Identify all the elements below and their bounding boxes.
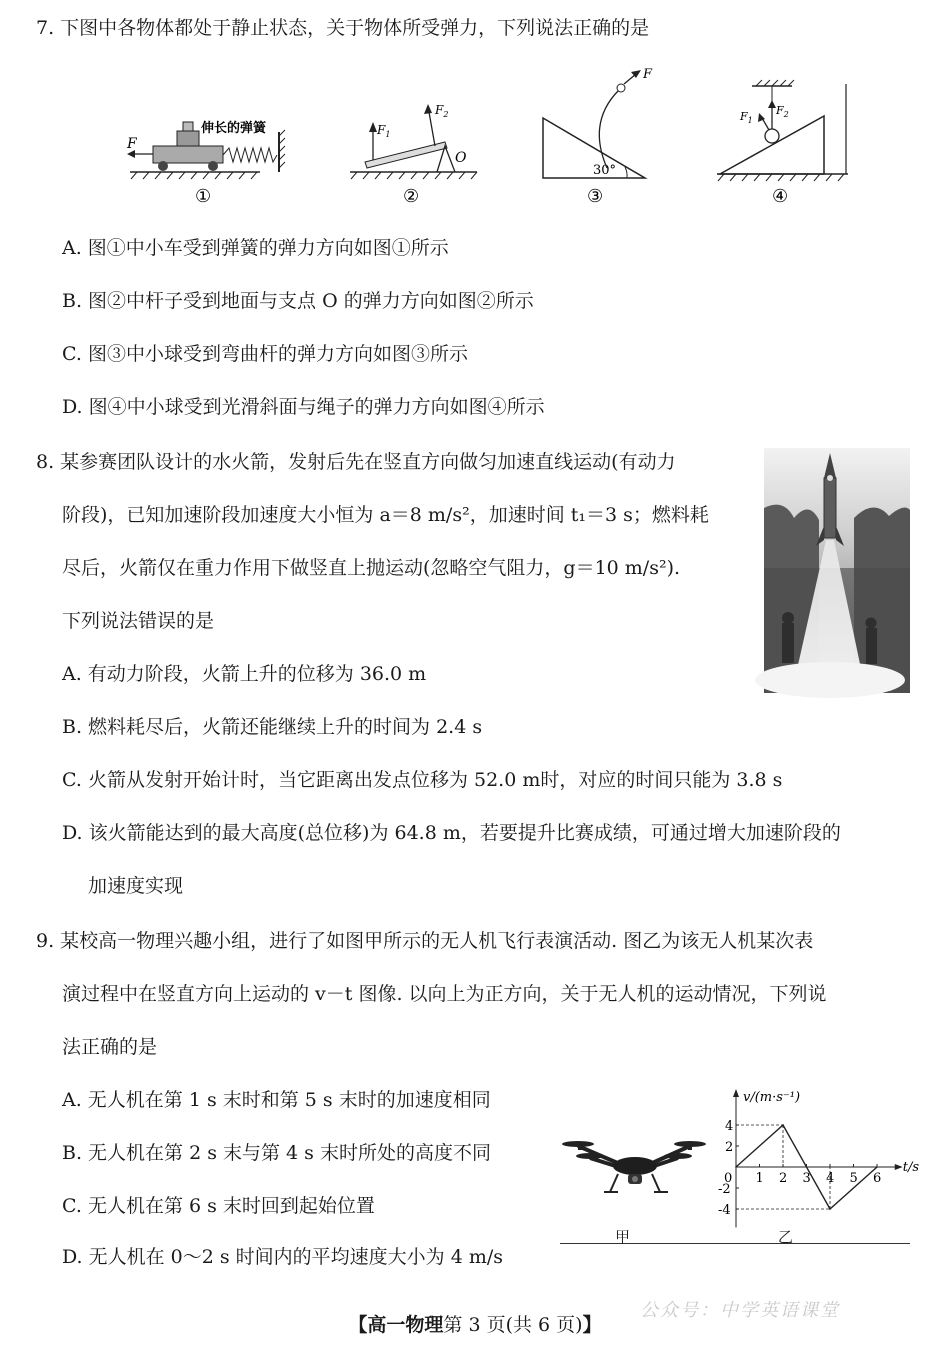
force-F-label-3: F (643, 67, 653, 82)
q7-stem: 7. 下图中各物体都处于静止状态，关于物体所受弹力，下列说法正确的是 (36, 17, 650, 39)
label-yi: 乙 (778, 1228, 794, 1246)
x-axis-arrow (895, 1164, 903, 1170)
x-axis-label: t/s (902, 1160, 920, 1175)
x-tick-label-3: 3 (802, 1171, 811, 1186)
q9-option-c[interactable]: C. 无人机在第 6 s 末时回到起始位置 (62, 1195, 375, 1217)
q7-option-a[interactable]: A. 图①中小车受到弹簧的弹力方向如图①所示 (62, 237, 449, 259)
q7-option-b[interactable]: B. 图②中杆子受到地面与支点 O 的弹力方向如图②所示 (62, 290, 534, 312)
x-tick-label-6: 6 (873, 1171, 882, 1186)
q7-option-c[interactable]: C. 图③中小球受到弯曲杆的弹力方向如图③所示 (62, 343, 468, 365)
force-F1-label: $F_1$ (377, 123, 391, 139)
footer-bracket-left: 【 (348, 1314, 368, 1336)
fig-label-3: ③ (587, 186, 604, 207)
y-tick-label-3: -4 (718, 1203, 731, 1218)
q8-stem-line-1: 8. 某参赛团队设计的水火箭，发射后先在竖直方向做匀加速直线运动(有动力 (36, 451, 676, 473)
q9-option-b[interactable]: B. 无人机在第 2 s 末与第 4 s 末时所处的高度不同 (62, 1142, 491, 1164)
q8-option-b[interactable]: B. 燃料耗尽后，火箭还能继续上升的时间为 2.4 s (62, 716, 483, 738)
q7-figure-3 (535, 62, 665, 212)
label-jia: 甲 (615, 1228, 631, 1246)
y-axis-arrow (733, 1089, 739, 1097)
q9-stem-line-2: 演过程中在竖直方向上运动的 v－t 图像. 以向上为正方向，关于无人机的运动情况，下列说 (62, 983, 827, 1005)
y-tick-label-1: 2 (725, 1140, 734, 1155)
q7-figure-4 (712, 78, 852, 212)
q9-stem-line-1: 9. 某校高一物理兴趣小组，进行了如图甲所示的无人机飞行表演活动. 图乙为该无人机某次表 (36, 930, 814, 952)
x-tick-label-1: 1 (755, 1171, 764, 1186)
q8-stem-line-3: 尽后，火箭仅在重力作用下做竖直上抛运动(忽略空气阻力，g＝10 m/s²). (62, 557, 681, 579)
vt-ticks (718, 1119, 881, 1218)
watermark: 公众号：中学英语课堂 (640, 1300, 840, 1321)
vt-chart (718, 1085, 920, 1233)
angle-30: 30° (593, 163, 617, 178)
q8-option-d[interactable]: D. 该火箭能达到的最大高度(总位移)为 64.8 m，若要提升比赛成绩，可通过增大加速阶段的 (62, 822, 841, 844)
q9-option-d[interactable]: D. 无人机在 0～2 s 时间内的平均速度大小为 4 m/s (62, 1246, 504, 1268)
footer-page: 第 3 页(共 6 页) (443, 1314, 583, 1336)
spring-label: 伸长的弹簧 (201, 121, 267, 136)
q8-stem-line-4: 下列说法错误的是 (62, 610, 215, 632)
footer-bracket-right: 】 (582, 1314, 602, 1336)
q7-figure-2 (345, 100, 485, 210)
x-tick-label-2: 2 (779, 1171, 788, 1186)
vt-axes (733, 1089, 919, 1228)
y-tick-label-0: 4 (725, 1119, 734, 1134)
footer-subject: 高一物理 (367, 1314, 444, 1336)
x-tick-label-4: 4 (826, 1171, 835, 1186)
x-tick-label-0: 0 (724, 1171, 733, 1186)
q8-option-c[interactable]: C. 火箭从发射开始计时，当它距离出发点位移为 52.0 m时，对应的时间只能为 3.8 s (62, 769, 783, 791)
force-F2-label-4: $F_2$ (776, 104, 789, 119)
force-F1-label-4: $F_1$ (740, 110, 753, 125)
vt-point-1 (782, 1124, 784, 1126)
force-F-label: F (127, 136, 137, 152)
q7-option-d[interactable]: D. 图④中小球受到光滑斜面与绳子的弹力方向如图④所示 (62, 396, 545, 418)
y-axis-label: v/(m·s⁻¹) (743, 1090, 801, 1105)
force-F2-label: $F_2$ (435, 103, 449, 119)
point-O: O (455, 150, 467, 166)
rocket-photo (764, 448, 910, 693)
fig-label-2: ② (403, 186, 420, 207)
drone-photo (560, 1130, 710, 1210)
q8-stem-line-2: 阶段)，已知加速阶段加速度大小恒为 a＝8 m/s²，加速时间 t₁＝3 s；燃料耗 (62, 504, 709, 526)
fig-label-1: ① (195, 186, 212, 207)
vt-point-2 (829, 1208, 831, 1210)
q9-option-a[interactable]: A. 无人机在第 1 s 末时和第 5 s 末时的加速度相同 (62, 1089, 491, 1111)
fig-label-4: ④ (772, 186, 789, 207)
y-tick-label-2: -2 (718, 1182, 731, 1197)
x-tick-label-5: 5 (849, 1171, 858, 1186)
q8-option-a[interactable]: A. 有动力阶段，火箭上升的位移为 36.0 m (62, 663, 427, 685)
q8-option-d-continued: 加速度实现 (88, 875, 184, 897)
q9-stem-line-3: 法正确的是 (62, 1036, 158, 1058)
q7-figure-1 (125, 110, 295, 210)
vt-point-0 (735, 1166, 737, 1168)
